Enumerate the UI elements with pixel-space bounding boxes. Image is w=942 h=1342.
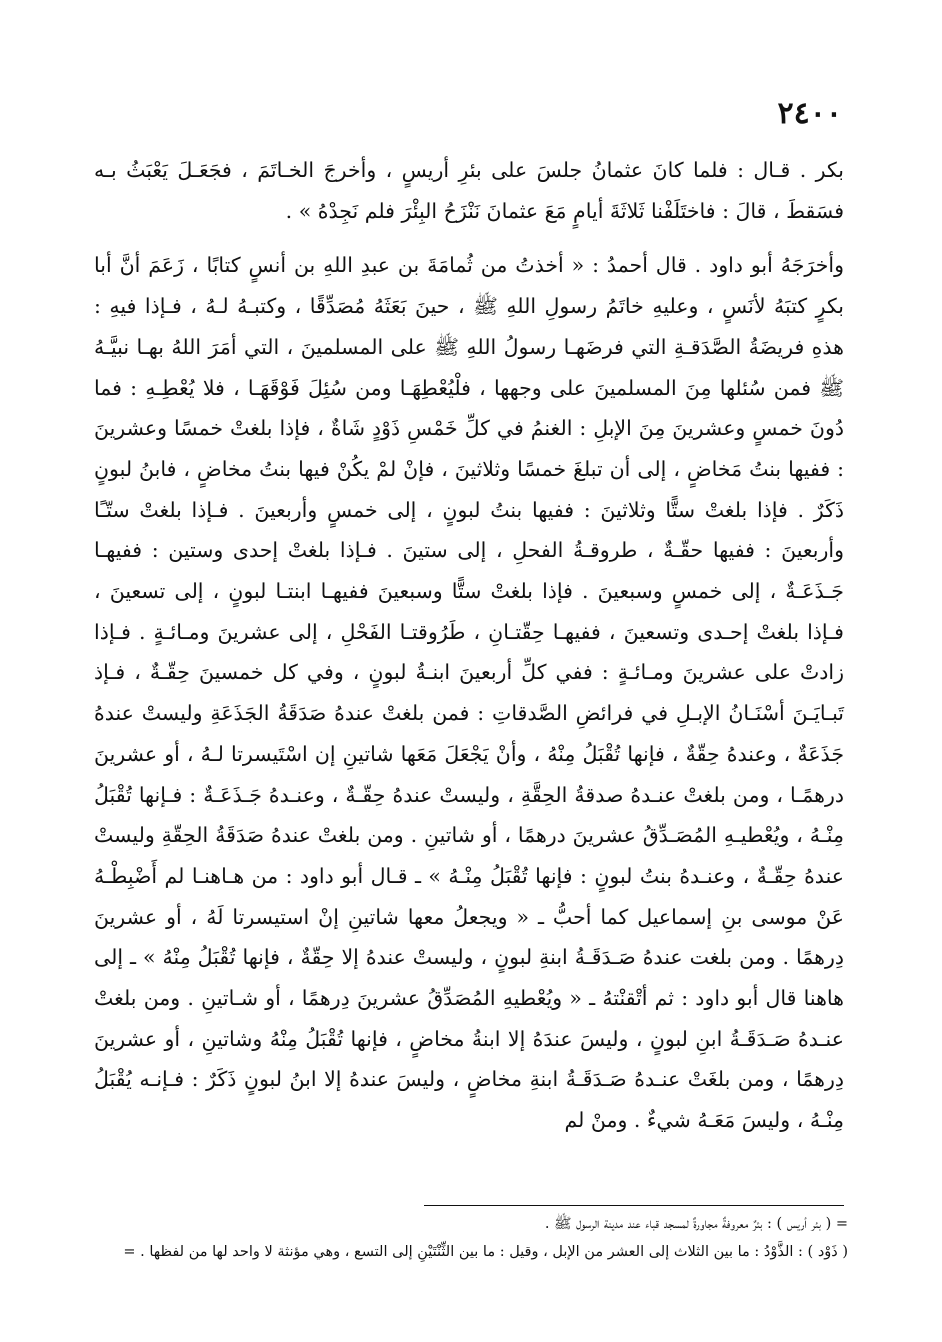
- text-line: لبونٍ : فإنها تُقْبَلُ مِنْـهُ » ـ قـال أبو داود : من هـاهنـا لم أَضْبِطْـهُ عَنْ موسى بنِ إسماعيل كما: [94, 863, 844, 929]
- footnote-divider: [424, 1205, 844, 1206]
- paragraph-gap: [94, 231, 844, 245]
- page-number: ٢٤٠٠: [777, 96, 842, 131]
- body-text: [94, 150, 844, 1141]
- text-line: فرائضِ الصَّدقاتِ : فمن بلغتْ عندهُ صَدَقَةُ الجَذَعَةِ وليستْ عندهُ جَذَعَةٌ ، وعندهُ حِقّةٌ ، فإنها: [94, 701, 844, 766]
- text-line: بكر . قـال : فلما كانَ عثمانُ جلسَ على بئرِ أريسٍ ، وأخرجَ الخـاتَمَ ، فجَعَـلَ يَعْبَثُ بـه: [94, 158, 844, 182]
- text-line: « ويُعْطيهِ المُصَدِّقُ عشرينَ دِرهمًا ، أو شـاتينِ . ومن بلغتْ عنـدهُ صَـدَقَـةُ ابنِ لبونٍ ، وليسَ: [94, 986, 844, 1051]
- text-line: بنتُ مَخاضٍ ، إلى أن تبلغَ خمسًا وثلاثينَ ، فإنْ لمْ يكُنْ فيها بنتُ مخاضٍ ، فابنُ لبونٍ ذَكَرٌ .: [94, 456, 844, 522]
- text-line: فسَقطَ ، قالَ : فاختَلَفْنا ثَلاثَةَ أيامٍ مَعَ عثمانَ نَنْزَحُ البِئْرَ فلم نَجِدْهُ » .: [285, 198, 844, 223]
- text-line: وأخرَجَهُ أبو داود . قال أحمدُ : « أخذتُ من ثُمامَةَ بن عبدِ اللهِ بن أنسٍ كتابًا ، زَعَمَ أنَّ: [119, 253, 844, 278]
- text-line: ففيها حقّـةٌ ، طروقـةُ الفحلِ ، إلى ستينَ . فـإذا بلغتْ إحدى وستين : ففيهـا جَـذَعَـةٌ ، إلى: [94, 538, 844, 604]
- text-line: صدقةُ الحِقَّةِ ، وليستْ عندهُ حِقّـةٌ ، وعنـدهُ جَـذَعَـةٌ : فـإنها تُقْبَلُ مِنْـهُ ، ويُعْطيـهِ المُصَـدِّقُ: [94, 782, 844, 848]
- footnote-1: = ( بئر أريس ) : بئرٌ معروفةٌ مجاورةٌ لمسجد قباء عند مدينة الرسول ﷺ .: [544, 1216, 848, 1232]
- text-line: أبا بكرٍ كتبَهُ لأنَسٍ ، وعليهِ خاتَمُ رسولِ اللهِ ﷺ ، حينَ بَعَثَهُ مُصَدِّقًا ، وكتبـهُ لـهُ ، فـإذا: [94, 253, 844, 319]
- text-line: تُقْبَلُ مِنْهُ ، وأنْ يَجْعَلَ مَعَها شاتينِ إن اسْتَيسرتا لـهُ ، أو عشرينَ درهمًـا ، ومن بلغتْ عنـدهُ: [94, 741, 844, 807]
- text-line: ابنةِ مخاضٍ ، وليسَ عندهُ إلا ابنُ لبونٍ ذَكَرٌ : فـإنـه يُقْبَلُ مِنْـهُ ، وليسَ مَعَـهُ شيءٌ . ومنْ لم: [94, 1067, 844, 1133]
- footnote-2: ( ذَوْد ) : الذَّوْدُ : ما بين الثلاث إلى العشر من الإبل ، وقيل : ما بين الثِّنْتَيْنِ إلى التسع ، وهي مؤنثة لا واحد لها من لفظها . =: [123, 1244, 848, 1260]
- text-line: خمسٍ وسبعينَ . فإذا بلغتْ ستًّا وسبعينَ ففيهـا ابنتـا لبونٍ ، إلى تسعينَ ، فـإذا بلغتْ إحـدى: [94, 579, 844, 644]
- paragraph-1: [94, 150, 844, 231]
- text-line: ابنةِ لبونٍ ، وليستْ عندهُ إلا حِقّةٌ ، فإنها تُقْبَلُ مِنْهُ » ـ إلى هاهنا قال أبو داود : ثم أتْقنْتهُ ـ: [94, 945, 844, 1011]
- text-line: عندَهُ إلا ابنةُ مخاضٍ ، فإنها تُقْبَلُ مِنْهُ وشاتينِ ، أو عشرينَ دِرهمًا ، ومن بلغَتْ عنـدهُ صَـدَقَـةُ: [94, 1026, 844, 1092]
- text-line: أحبُّ ـ « ويجعلُ معها شاتينِ إنْ استيسرتا لَهُ ، أو عشرينَ دِرهمًا . ومن بلغت عندهُ صَـدَقَـةُ: [94, 904, 844, 970]
- text-line: فإذا بلغتْ ستًّا وثلاثينَ : ففيها بنتُ لبونٍ ، إلى خمسٍ وأربعينَ . فـإذا بلغتْ ستّـًا وأربعينَ :: [94, 497, 844, 563]
- text-line: عشرينَ درهمًا ، أو شاتينِ . ومن بلغتْ عندهُ صَدَقَةُ الحِقّةِ وليستْ عندهُ حِقّـةٌ ، وعنـدهُ بنتُ: [94, 823, 844, 888]
- paragraph-2: [94, 245, 844, 1140]
- footnotes: [40, 1210, 848, 1266]
- text-line: وتسعينَ ، ففيهـا حِقّتـانِ ، طَرُوقتـا الفَحْلِ ، إلى عشرينَ ومـائـةٍ . فـإذا زادتْ على عشرينَ: [94, 619, 844, 685]
- text-line: ومـائـةٍ : ففي كلِّ أربعينَ ابنـةُ لبونٍ ، وفي كل خمسينَ حِقّـةٌ ، فـإذ تَبـايَـنَ أسْنَـانُ الإبـلِ في: [94, 660, 844, 726]
- text-line: ﷺ فمن سُئلها مِنَ المسلمينَ على وجهها ، فلْيُعْطِهَـا ومن سُئِلَ فَوْقَهَـا ، فلا يُعْطِـهِ : فما دُونَ: [94, 375, 844, 441]
- text-line: خمسٍ وعشرينَ مِنَ الإبلِ : الغنمُ في كلِّ خَمْسِ ذَوْدٍ شَاةٌ ، فإذا بلغتْ خمسًا وعشرينَ : ففيها: [94, 416, 844, 481]
- text-line: فيهِ : هذهِ فريضَةُ الصَّدَقـةِ التي فرضَهـا رسولُ اللهِ ﷺ على المسلمينَ ، التي أمَرَ اللهُ بهـا نبيَّـهُ: [94, 294, 844, 359]
